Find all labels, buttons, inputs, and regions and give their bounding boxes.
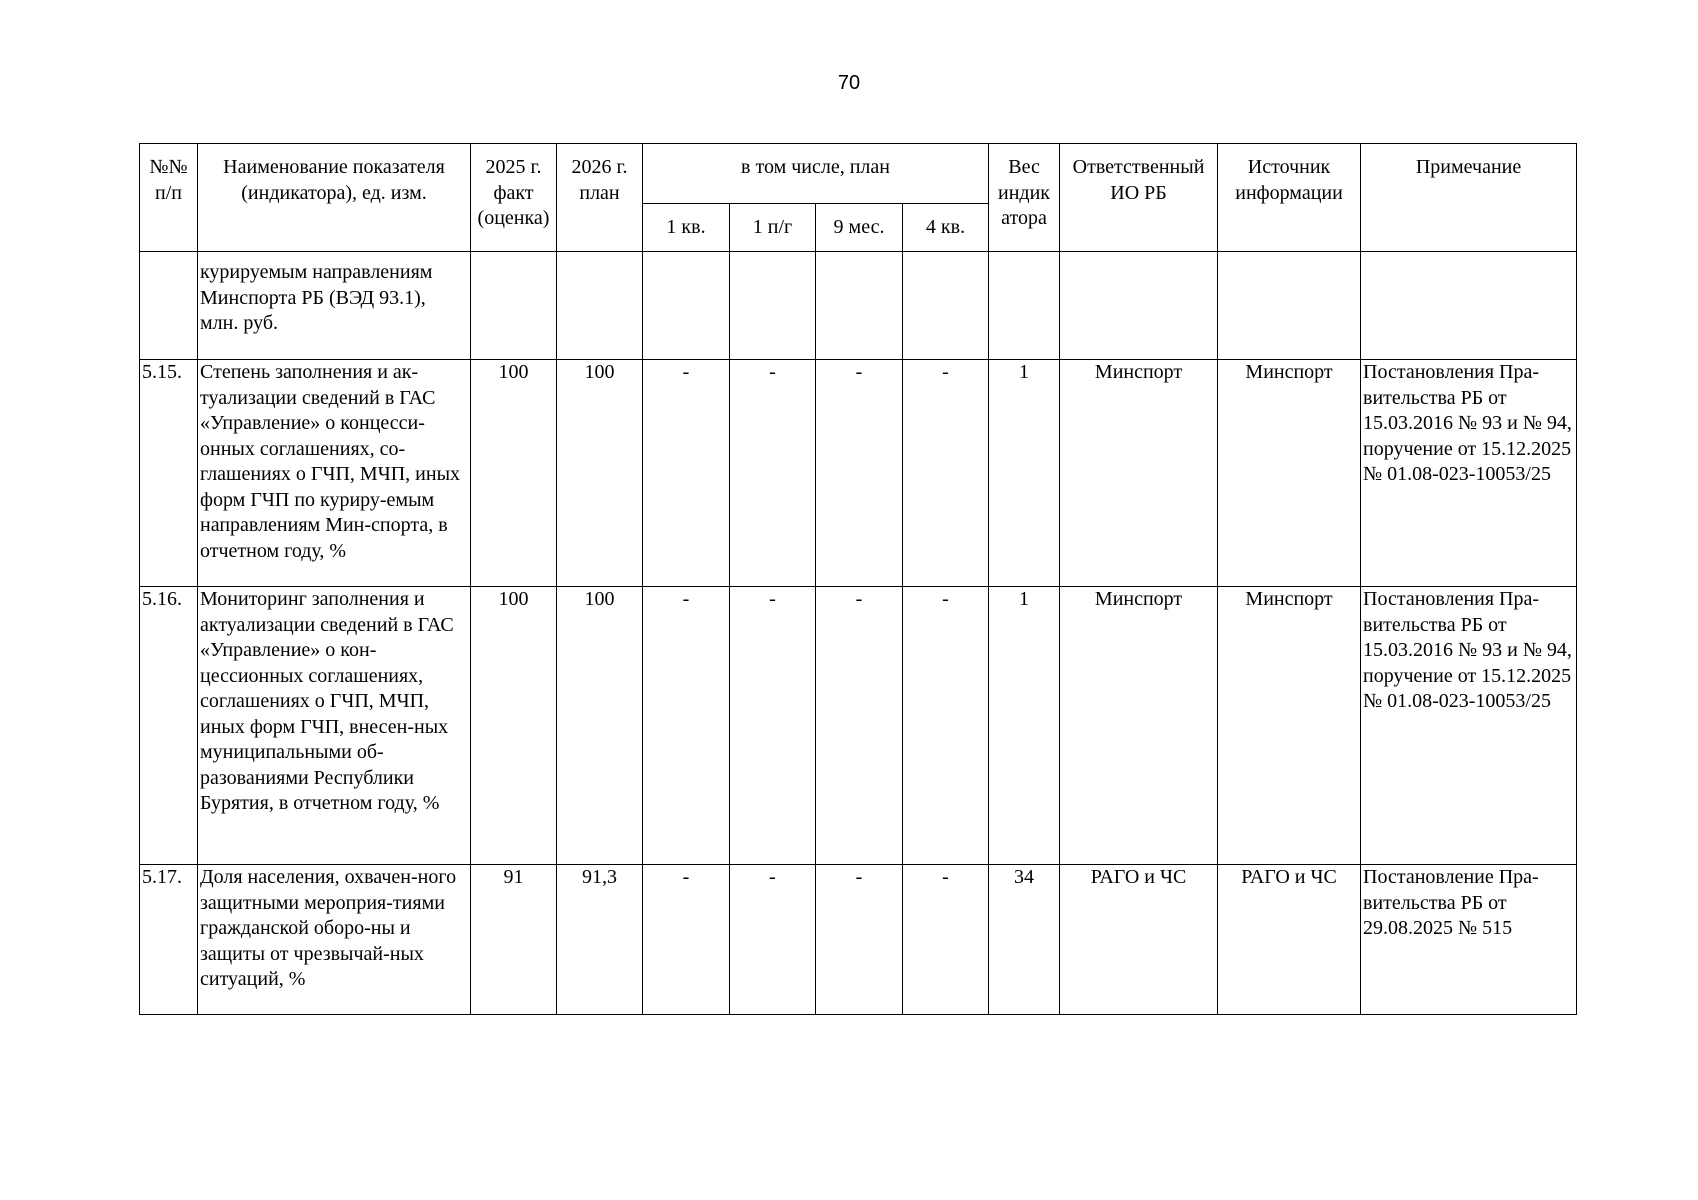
- cell-q4: -: [903, 865, 989, 1015]
- cell-plan-2026: 91,3: [557, 865, 643, 1015]
- cell-source: Минспорт: [1218, 360, 1361, 587]
- cell-name: Степень заполнения и ак-туализации сведений в ГАС «Управление» о концесси-онных соглашениях, со-глашениях о ГЧП, МЧП, иных форм ГЧП по куриру-емым направлениям Мин-спорта, в отчетном году, %: [198, 360, 471, 587]
- cell-num: 5.17.: [140, 865, 198, 1015]
- cell-empty: [989, 252, 1060, 360]
- cell-fact-2025: 100: [471, 360, 557, 587]
- table-row: [140, 587, 1577, 865]
- cell-num: 5.15.: [140, 360, 198, 587]
- cell-name: Мониторинг заполнения и актуализации сведений в ГАС «Управление» о кон-цессионных соглашениях, соглашениях о ГЧП, МЧП, иных форм ГЧП, внесен-ных муниципальными об-разованиями Республики Бурятия, в отчетном году, %: [198, 587, 471, 865]
- cell-q4: -: [903, 360, 989, 587]
- cell-fact-2025: 91: [471, 865, 557, 1015]
- cell-name: курируемым направлениям Минспорта РБ (ВЭД 93.1), млн. руб.: [198, 252, 471, 360]
- cell-note: Постановление Пра-вительства РБ от 29.08.2025 № 515: [1361, 865, 1577, 1015]
- cell-q4: -: [903, 587, 989, 865]
- indicators-table: [139, 143, 1577, 1015]
- header-responsible: Ответственный ИО РБ: [1060, 144, 1218, 252]
- cell-plan-2026: 100: [557, 587, 643, 865]
- cell-h1: -: [730, 360, 816, 587]
- header-plan-2026: 2026 г. план: [557, 144, 643, 252]
- cell-responsible: РАГО и ЧС: [1060, 865, 1218, 1015]
- header-q1: 1 кв.: [643, 204, 730, 252]
- cell-note: Постановления Пра-вительства РБ от 15.03.2016 № 93 и № 94, поручение от 15.12.2025 № 01.08-023-10053/25: [1361, 587, 1577, 865]
- header-weight: Вес индик атора: [989, 144, 1060, 252]
- cell-responsible: Минспорт: [1060, 587, 1218, 865]
- cell-empty: [1361, 252, 1577, 360]
- cell-plan-2026: 100: [557, 360, 643, 587]
- cell-q1: -: [643, 865, 730, 1015]
- cell-q1: -: [643, 587, 730, 865]
- cell-empty: [816, 252, 903, 360]
- cell-9m: -: [816, 587, 903, 865]
- header-9m: 9 мес.: [816, 204, 903, 252]
- cell-name: Доля населения, охвачен-ного защитными мероприя-тиями гражданской оборо-ны и защиты от чрезвычай-ных ситуаций, %: [198, 865, 471, 1015]
- header-fact-2025: 2025 г. факт (оценка): [471, 144, 557, 252]
- cell-h1: -: [730, 865, 816, 1015]
- cell-empty: [1218, 252, 1361, 360]
- cell-source: РАГО и ЧС: [1218, 865, 1361, 1015]
- header-h1: 1 п/г: [730, 204, 816, 252]
- header-incl-plan: в том числе, план: [643, 144, 989, 204]
- table-row-continuation: [140, 252, 1577, 360]
- page-number: 70: [837, 72, 861, 94]
- cell-empty: [730, 252, 816, 360]
- cell-num: 5.16.: [140, 587, 198, 865]
- cell-responsible: Минспорт: [1060, 360, 1218, 587]
- cell-empty: [471, 252, 557, 360]
- cell-h1: -: [730, 587, 816, 865]
- cell-num: [140, 252, 198, 360]
- header-num: №№ п/п: [140, 144, 198, 252]
- cell-source: Минспорт: [1218, 587, 1361, 865]
- cell-q1: -: [643, 360, 730, 587]
- table-row: [140, 865, 1577, 1015]
- header-source: Источник информации: [1218, 144, 1361, 252]
- cell-empty: [1060, 252, 1218, 360]
- header-q4: 4 кв.: [903, 204, 989, 252]
- cell-note: Постановления Пра-вительства РБ от 15.03.2016 № 93 и № 94, поручение от 15.12.2025 № 01.08-023-10053/25: [1361, 360, 1577, 587]
- table-row: [140, 360, 1577, 587]
- cell-9m: -: [816, 865, 903, 1015]
- cell-fact-2025: 100: [471, 587, 557, 865]
- header-name: Наименование показателя (индикатора), ед. изм.: [198, 144, 471, 252]
- cell-9m: -: [816, 360, 903, 587]
- cell-empty: [557, 252, 643, 360]
- header-note: Примечание: [1361, 144, 1577, 252]
- cell-empty: [643, 252, 730, 360]
- cell-empty: [903, 252, 989, 360]
- cell-weight: 34: [989, 865, 1060, 1015]
- cell-weight: 1: [989, 360, 1060, 587]
- cell-weight: 1: [989, 587, 1060, 865]
